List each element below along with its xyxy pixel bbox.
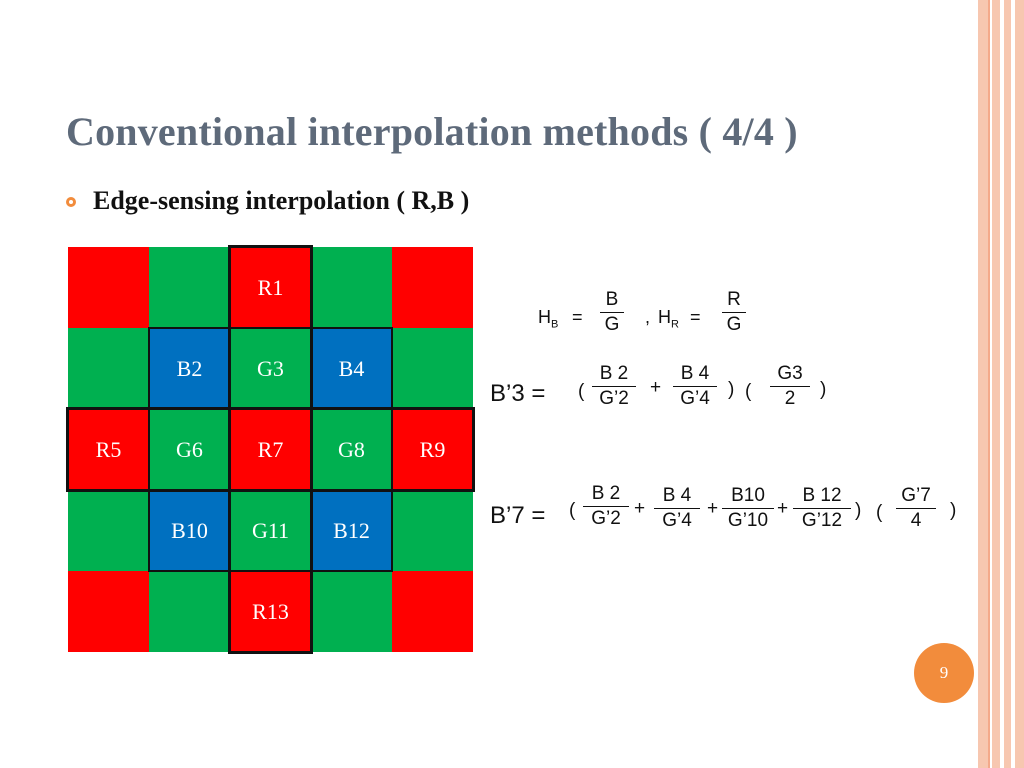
grid-cell [68,409,149,490]
b3-term-1: B 2 G’2 [592,363,636,410]
grid-cell [392,328,473,409]
b7-plus-1: + [634,498,646,519]
grid-cell [311,328,392,409]
grid-cell [149,490,230,571]
bullet-icon [66,197,76,207]
b7-plus-2: + [707,498,719,519]
b7-term-1: B 2 G’2 [583,483,629,530]
grid-cell [311,409,392,490]
b3-term-2: B 4 G’4 [673,363,717,410]
b7-term-4: B 12 G’12 [793,485,851,532]
b3-close-paren-2: ) [820,379,827,400]
b7-term-2: B 4 G’4 [654,485,700,532]
grid-cell [230,490,311,571]
formula-comma: , [645,307,651,327]
grid-cell-label: R13 [252,599,289,624]
grid-cell [392,490,473,571]
b3-term-3: G3 2 [770,363,810,410]
b3-open-paren: ( [578,381,585,402]
grid-cell-label: B2 [176,356,203,381]
grid-cell-label: B12 [333,518,370,543]
b7-open-paren-2: ( [876,502,883,523]
grid-cell [68,247,149,328]
b7-open-paren: ( [569,500,576,521]
grid-cell-label: G6 [176,437,203,462]
grid-cell [311,247,392,328]
grid-cell-label: R5 [95,437,122,462]
grid-cell-label: R1 [257,275,284,300]
slide-title: Conventional interpolation methods ( 4/4 ) [66,109,798,154]
b7-close-paren: ) [855,500,862,521]
hb-fraction: B G [600,289,624,336]
b3-lhs: B’3 = [490,380,546,407]
grid-cell [68,571,149,652]
grid-cell-label: G3 [257,356,284,381]
decor-stripe [992,0,1000,768]
hr-equals: = [690,307,701,327]
hr-fraction: R G [722,289,746,336]
b7-term-5: G’7 4 [896,485,936,532]
grid-cell [230,247,311,328]
grid-cell [149,409,230,490]
b7-term-3: B10 G’10 [722,485,774,532]
grid-cell [68,490,149,571]
page-number-badge: 9 [914,643,974,703]
decor-stripe [1004,0,1011,768]
grid-cell-label: B10 [171,518,208,543]
grid-cell [392,247,473,328]
hb-equals: = [572,307,583,327]
bullet-text: Edge-sensing interpolation ( R,B ) [93,186,470,215]
grid-cell [149,328,230,409]
b7-plus-3: + [777,498,789,519]
grid-cell-label: B4 [338,356,365,381]
grid-cell [230,328,311,409]
grid-cell [311,490,392,571]
b7-close-paren-2: ) [950,500,957,521]
hb-label: $H_B$ [538,307,559,331]
decor-stripe [988,0,990,768]
grid-cell [230,571,311,652]
grid-cell [149,247,230,328]
b3-close-paren: ) [728,379,735,400]
grid-cell-label: G11 [251,518,290,543]
grid-cell [392,571,473,652]
grid-cell [149,571,230,652]
b3-open-paren-2: ( [745,381,752,402]
decor-stripe [978,0,988,768]
decor-stripe [1015,0,1024,768]
grid-cell-label: G8 [338,437,365,462]
grid-cell [392,409,473,490]
b7-lhs: B’7 = [490,502,546,529]
grid-cell [311,571,392,652]
hr-label: $H_R$ [658,307,679,331]
grid-cell-label: R7 [257,437,284,462]
grid-cell-label: R9 [419,437,446,462]
grid-cell [68,328,149,409]
grid-cell [230,409,311,490]
b3-plus: + [650,377,662,398]
